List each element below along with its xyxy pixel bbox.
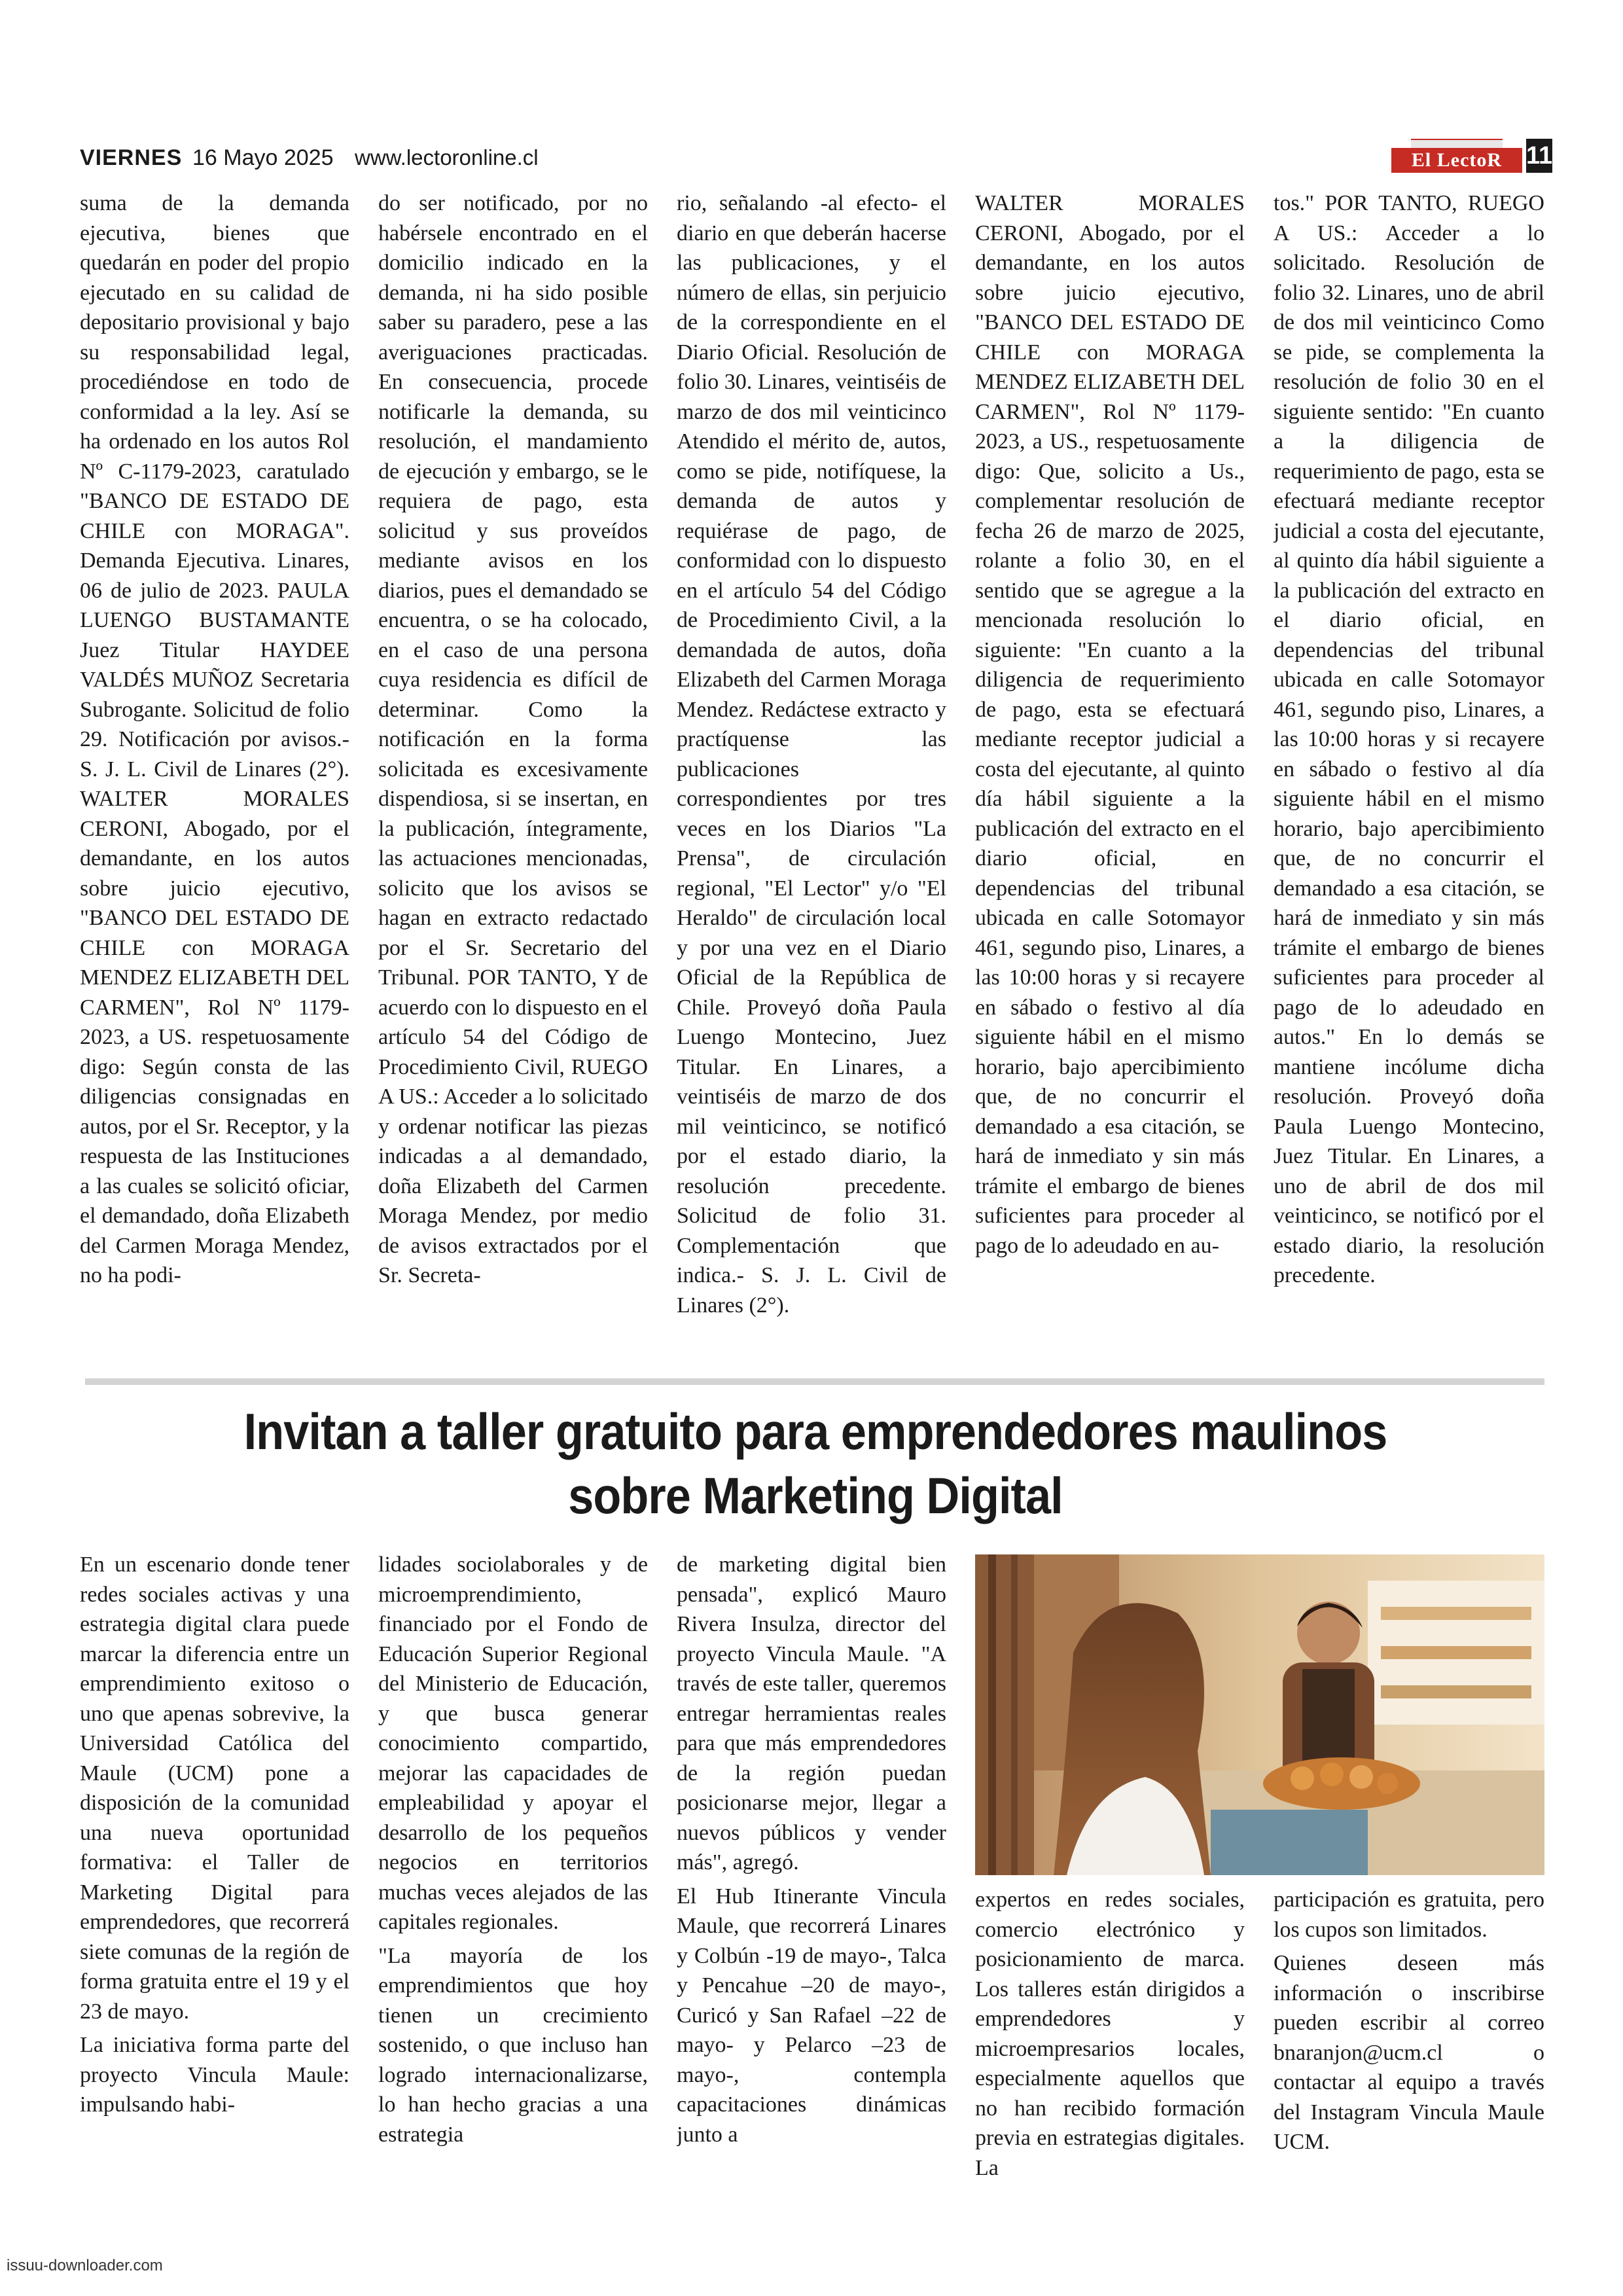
article-headline xyxy=(153,1399,1477,1528)
article-column-5 xyxy=(1274,1885,1544,2193)
legal-notice-column-2 xyxy=(378,188,648,1372)
article-paragraph: participación es gratuita, pero los cupos son limitados. xyxy=(1274,1888,1544,1942)
website-url: www.lectoronline.cl xyxy=(355,145,539,170)
article-column-2 xyxy=(378,1550,648,2191)
article-paragraph: El Hub Itinerante Vincula Maule, que recorrerá Linares y Colbún -19 de mayo-, Talca y Pencahue –20 de mayo-, Curicó y San Rafael –22 de mayo- y Pelarco –23 de mayo-, contempla capacitaciones dinámicas junto a xyxy=(677,1884,946,2147)
section-divider xyxy=(85,1378,1544,1385)
page-header xyxy=(80,142,1553,171)
article-paragraph: de marketing digital bien pensada", explicó Mauro Rivera Insulza, director del proyecto Vincula Maule. "A través de este taller, queremos entregar herramientas reales para que más emprendedores de la región puedan posicionarse mejor, llegar a nuevos públicos y vender más", agregó. xyxy=(677,1552,946,1874)
legal-notice-text: do ser notificado, por no habérsele encontrado en el domicilio indicado en la demanda, ni ha sido posible saber su paradero, pese a las averiguaciones practicadas. En consecuencia, procede notificarle la demanda, su resolución, el mandamiento de ejecución y embargo, se le requiera de pago, esta solicitud y sus proveídos mediante avisos en los diarios, pues el demandado se encuentra, o se ha colocado, en el caso de una persona cuya residencia es difícil de determinar. Como la notificación en la forma solicitada es excesivamente dispendiosa, si se insertan, en la publicación, íntegramente, las actuaciones mencionadas, solicito que los avisos se hagan en extracto redactado por el Sr. Secretario del Tribunal. POR TANTO, Y de acuerdo con lo dispuesto en el artículo 54 del Código de Procedimiento Civil, RUEGO A US.: Acceder a lo solicitado y ordenar notificar las piezas indicadas a al demandado, doña Elizabeth del Carmen Moraga Mendez, por medio de avisos extractados por el Sr. Secreta- xyxy=(378,191,648,1287)
headline-line-2: sobre Marketing Digital xyxy=(568,1467,1063,1524)
legal-notice-column-4 xyxy=(975,188,1245,1372)
legal-notice-text: suma de la demanda ejecutiva, bienes que quedarán en poder del propio ejecutado en su calidad de depositario provisional y bajo su responsabilidad legal, procediéndose en todo de conformidad a la ley. Así se ha ordenado en los autos Rol Nº C-1179-2023, caratulado "BANCO DE ESTADO DE CHILE con MORAGA". Demanda Ejecutiva. Linares, 06 de julio de 2023. PAULA LUENGO BUSTAMANTE Juez Titular HAYDEE VALDÉS MUÑOZ Secretaria Subrogante. Solicitud de folio 29. Notificación por avisos.- S. J. L. Civil de Linares (2°). WALTER MORALES CERONI, Abogado, por el demandante, en los autos sobre juicio ejecutivo, "BANCO DEL ESTADO DE CHILE con MORAGA MENDEZ ELIZABETH DEL CARMEN", Rol Nº 1179- 2023, a US. respetuosamente digo: Según consta de las diligencias consignadas en autos, por el Sr. Receptor, y la respuesta de las Instituciones a las cuales se solicitó oficiar, el demandado, doña Elizabeth del Carmen Moraga Mendez, no ha podi- xyxy=(80,191,349,1287)
issue-date: 16 Mayo 2025 xyxy=(192,145,334,170)
newspaper-logo xyxy=(1391,139,1522,173)
article-column-4 xyxy=(975,1885,1245,2193)
legal-notice-text: tos." POR TANTO, RUEGO A US.: Acceder a lo solicitado. Resolución de folio 32. Linares, uno de abril de dos mil veinticinco Como se pide, se complementa la resolución de folio 30 en el siguiente sentido: "En cuanto a la diligencia de requerimiento de pago, esta se efectuará mediante receptor judicial a costa del ejecutante, al quinto día hábil siguiente a la publicación del extracto en el diario oficial, en dependencias del tribunal ubicada en calle Sotomayor 461, segundo piso, Linares, a las 10:00 horas y si recayere en sábado o festivo al día siguiente hábil en el mismo horario, bajo apercibimiento que, de no concurrir el demandado a esa citación, se hará de inmediato y sin más trámite el embargo de bienes suficientes para proceder al pago de lo adeudado en autos." En lo demás se mantiene incólume dicha resolución. Proveyó doña Paula Luengo Montecino, Juez Titular. En Linares, a uno de abril de dos mil veinticinco, se notificó por el estado diario, la resolución precedente. xyxy=(1274,191,1544,1287)
issue-day: VIERNES xyxy=(80,145,183,170)
article-paragraph: Quienes deseen más información o inscribirse pueden escribir al correo bnaranjon@ucm.cl o contactar al equipo a través del Instagram Vincula Maule UCM. xyxy=(1274,1951,1544,2154)
bakery-scene-illustration xyxy=(975,1554,1544,1875)
article-paragraph: La iniciativa forma parte del proyecto Vincula Maule: impulsando habi- xyxy=(80,2033,349,2117)
article-paragraph: expertos en redes sociales, comercio electrónico y posicionamiento de marca. Los talleres están dirigidos a emprendedores y microempresarios locales, especialmente aquellos que no han recibido formación previa en estrategias digitales. La xyxy=(975,1888,1245,2180)
article-paragraph: lidades sociolaborales y de microemprendimiento, financiado por el Fondo de Educación Superior Regional del Ministerio de Educación, y que busca generar conocimiento compartido, mejorar las capacidades de empleabilidad y apoyar el desarrollo de los pequeños negocios en territorios muchas veces alejados de las capitales regionales. xyxy=(378,1552,648,1934)
legal-notice-column-1 xyxy=(80,188,349,1372)
legal-notice-text: WALTER MORALES CERONI, Abogado, por el demandante, en los autos sobre juicio ejecutivo, "BANCO DEL ESTADO DE CHILE con MORAGA MENDEZ ELIZABETH DEL CARMEN", Rol Nº 1179-2023, a US., respetuosamente digo: Que, solicito a Us., complementar resolución de fecha 26 de marzo de 2025, rolante a folio 30, en el sentido que se agregue a la mencionada resolución lo siguiente: "En cuanto a la diligencia de requerimiento de pago, esta se efectuará mediante receptor judicial a costa del ejecutante, al quinto día hábil siguiente a la publicación del extracto en el diario oficial, en dependencias del tribunal ubicada en calle Sotomayor 461, segundo piso, Linares, a las 10:00 horas y si recayere en sábado o festivo al día siguiente hábil en el mismo horario, bajo apercibimiento que, de no concurrir el demandado a esa citación, se hará de inmediato y sin más trámite el embargo de bienes suficientes para proceder al pago de lo adeudado en au- xyxy=(975,191,1245,1258)
page-number: 11 xyxy=(1526,139,1552,173)
legal-notice-text: rio, señalando -al efecto- el diario en que deberán hacerse las publicaciones, y el número de ellas, sin perjuicio de la correspondiente en el Diario Oficial. Resolución de folio 30. Linares, veintiséis de marzo de dos mil veinticinco Atendido el mérito de, autos, como se pide, notifíquese, la demanda de autos y requiérase de pago, de conformidad con lo dispuesto en el artículo 54 del Código de Procedimiento Civil, a la demandada de autos, doña Elizabeth del Carmen Moraga Mendez. Redáctese extracto y practíquense las publicaciones correspondientes por tres veces en los Diarios "La Prensa", de circulación regional, "El Lector" y/o "El Heraldo" de circulación local y por una vez en el Diario Oficial de la República de Chile. Proveyó doña Paula Luengo Montecino, Juez Titular. En Linares, a veintiséis de marzo de dos mil veinticinco, se notificó por el estado diario, la resolución precedente. Solicitud de folio 31. Complementación que indica.- S. J. L. Civil de Linares (2°). xyxy=(677,191,946,1318)
article-paragraph: En un escenario donde tener redes sociales activas y una estrategia digital clara puede marcar la diferencia entre un emprendimiento exitoso o uno que apenas sobrevive, la Universidad Católica del Maule (UCM) pone a disposición de la comunidad una nueva oportunidad formativa: el Taller de Marketing Digital para emprendedores, que recorrerá siete comunas de la región de forma gratuita entre el 19 y el 23 de mayo. xyxy=(80,1552,349,2024)
headline-line-1: Invitan a taller gratuito para emprendedores maulinos xyxy=(243,1403,1387,1460)
footer-watermark: issuu-downloader.com xyxy=(7,2257,163,2274)
article-paragraph: "La mayoría de los emprendimientos que hoy tienen un crecimiento sostenido, o que incluso han logrado internacionalizarse, lo han hecho gracias a una estrategia xyxy=(378,1943,648,2147)
legal-notice-column-5 xyxy=(1274,188,1544,1372)
legal-notice-column-3 xyxy=(677,188,946,1372)
article-column-3 xyxy=(677,1550,946,2191)
article-photo xyxy=(975,1554,1544,1875)
logo-text: El LectoR xyxy=(1411,149,1503,171)
article-column-1 xyxy=(80,1550,349,2191)
